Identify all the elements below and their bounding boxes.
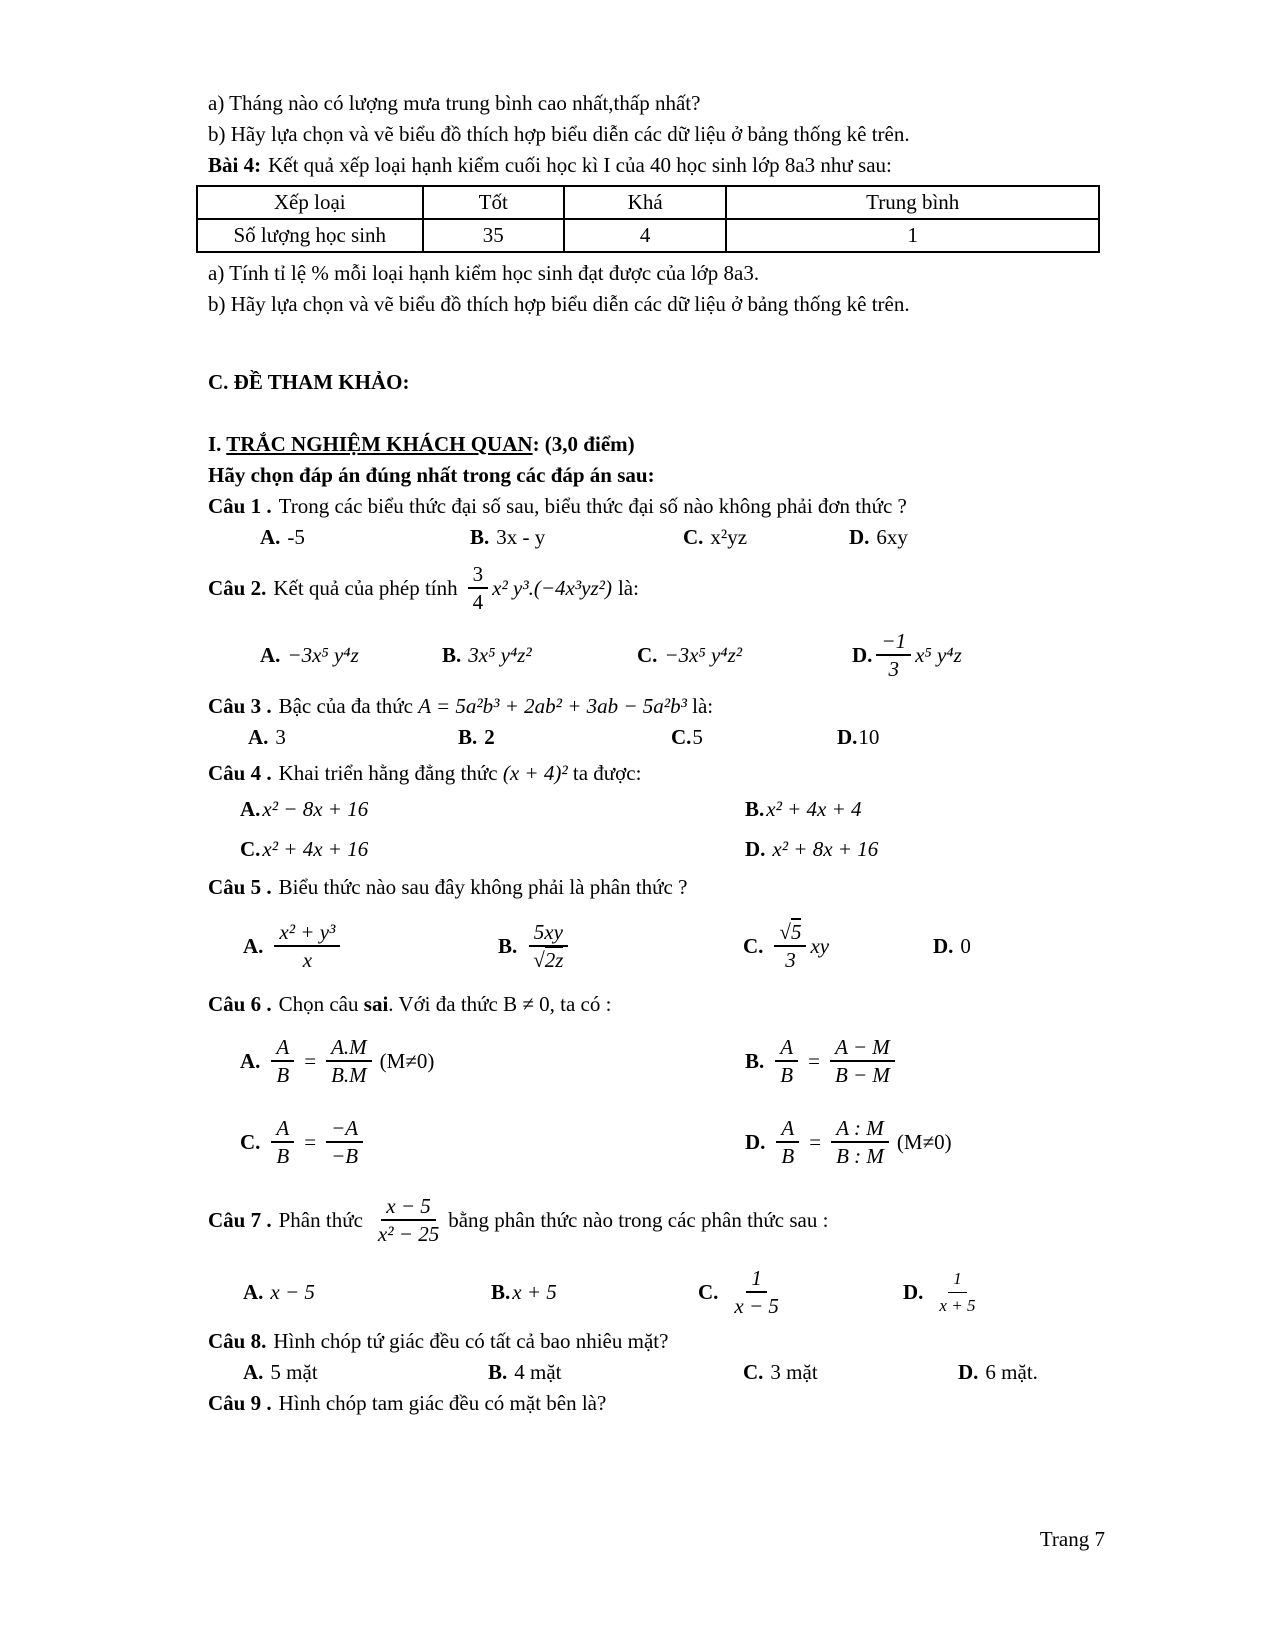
bai4-table (196, 185, 1100, 253)
equals-sign: = (304, 1130, 317, 1154)
question-7-options (243, 1258, 1105, 1326)
sqrt-sign: √ (533, 948, 545, 972)
option-8c-letter: C. (743, 1360, 764, 1384)
question-2-stem-pre: Kết quả của phép tính (273, 575, 458, 600)
fraction-denominator: B : M (836, 1144, 884, 1168)
option-3d-text: 10 (858, 725, 880, 749)
table-header-cell: Tốt (423, 186, 564, 219)
fraction (528, 920, 568, 972)
question-9-stem: Hình chóp tam giác đều có mặt bên là? (278, 1391, 607, 1415)
fraction-denominator: x + 5 (939, 1295, 976, 1315)
fraction (326, 1116, 363, 1168)
option-1a (260, 522, 470, 553)
question-8-label: Câu 8. (208, 1329, 267, 1353)
fraction-numerator: 1 (948, 1267, 967, 1293)
option-8d (958, 1357, 1105, 1388)
fraction (774, 920, 806, 972)
option-3d-letter: D. (837, 725, 858, 749)
option-5d (933, 931, 1105, 962)
intro-line-b: b) Hãy lựa chọn và vẽ biểu đồ thích hợp biểu diễn các dữ liệu ở bảng thống kê trên. (208, 122, 910, 146)
option-2b-text: 3x⁵ y⁴z² (468, 642, 532, 667)
table-header-row (197, 186, 1099, 219)
table-header-cell: Khá (564, 186, 726, 219)
option-8c (743, 1357, 958, 1388)
option-7a (243, 1277, 491, 1308)
section-i-suffix: : (3,0 điểm) (532, 432, 635, 456)
question-6-options-row-2 (240, 1102, 1105, 1182)
option-4c-text: x² + 4x + 16 (262, 837, 369, 861)
question-2-label: Câu 2. (208, 575, 267, 600)
question-3-stem-post: là: (692, 694, 714, 718)
question-3-stem-math: A = 5a²b³ + 2ab² + 3ab − 5a²b³ (418, 694, 687, 718)
option-4a-text: x² − 8x + 16 (262, 797, 369, 821)
fraction (271, 1035, 294, 1087)
option-2a-letter: A. (260, 642, 281, 667)
fraction-numerator: A : M (831, 1116, 888, 1143)
option-7d-letter: D. (903, 1279, 924, 1304)
option-5a-letter: A. (243, 933, 264, 958)
option-6c-letter: C. (240, 1130, 261, 1154)
option-3c (671, 722, 837, 753)
option-2c-letter: C. (637, 642, 658, 667)
bai4-heading (208, 150, 1105, 181)
equals-sign: = (808, 1049, 820, 1073)
fraction-denominator: 3 (785, 948, 796, 972)
option-8b (488, 1357, 743, 1388)
question-2-options (260, 623, 1105, 687)
sqrt-sign: √ (779, 920, 791, 944)
option-5a (243, 920, 498, 972)
fraction-numerator: x − 5 (381, 1194, 436, 1221)
table-cell: 35 (423, 219, 564, 252)
option-3a-text: 3 (275, 725, 286, 749)
question-4-options-row-1 (240, 789, 1105, 829)
table-cell: 1 (726, 219, 1099, 252)
bai4-label: Bài 4: (208, 153, 262, 177)
equals-sign: = (304, 1049, 317, 1073)
table-header-cell: Trung bình (726, 186, 1099, 219)
question-3-options (248, 722, 1105, 753)
question-7-label: Câu 7 . (208, 1207, 272, 1232)
question-7-stem-pre: Phân thức (278, 1207, 363, 1232)
option-7b-text: x + 5 (512, 1279, 557, 1304)
table-cell: Số lượng học sinh (197, 219, 423, 252)
fraction-denominator: 3 (888, 657, 899, 681)
option-2c-text: −3x⁵ y⁴z² (664, 642, 743, 667)
option-3d (837, 722, 1105, 753)
fraction (729, 1266, 784, 1318)
question-6-options-row-1 (240, 1020, 1105, 1102)
fraction-denominator: x (302, 948, 313, 972)
option-2d-letter: D. (852, 642, 873, 667)
option-2a-text: −3x⁵ y⁴z (287, 642, 359, 667)
question-1-options (260, 522, 1105, 553)
question-6-stem-bold: sai (363, 992, 389, 1016)
question-6-stem-post: . Với đa thức B ≠ 0, ta có : (388, 992, 612, 1016)
option-1c-letter: C. (683, 525, 704, 549)
option-2d (852, 629, 1105, 681)
question-7-stem-post: bằng phân thức nào trong các phân thức sau : (448, 1207, 829, 1232)
fraction (830, 1035, 895, 1087)
question-7 (208, 1182, 1105, 1258)
option-8a (243, 1357, 488, 1388)
question-5-options (243, 903, 1105, 989)
option-7c (698, 1266, 903, 1318)
question-1-label: Câu 1 . (208, 494, 272, 518)
bai4-line-b: b) Hãy lựa chọn và vẽ biểu đồ thích hợp biểu diễn các dữ liệu ở bảng thống kê trên. (208, 292, 910, 316)
question-6-label: Câu 6 . (208, 992, 272, 1016)
fraction-denominator: B − M (834, 1063, 890, 1087)
option-7c-letter: C. (698, 1279, 719, 1304)
option-5d-letter: D. (933, 933, 954, 958)
option-6d-letter: D. (745, 1130, 766, 1154)
option-2d-tail: x⁵ y⁴z (915, 642, 962, 667)
option-4c (240, 829, 745, 869)
question-4-stem-math: (x + 4)² (502, 761, 568, 785)
option-5c (743, 920, 933, 972)
option-4b (745, 789, 1105, 829)
option-3a-letter: A. (248, 725, 269, 749)
option-6b (745, 1035, 1105, 1087)
fraction (934, 1267, 980, 1318)
option-3c-letter: C. (671, 725, 692, 749)
fraction (831, 1116, 889, 1168)
option-8b-letter: B. (488, 1360, 508, 1384)
fraction-numerator: −A (326, 1116, 363, 1143)
option-5c-letter: C. (743, 933, 764, 958)
option-2a (260, 640, 442, 671)
option-4d (745, 829, 1105, 869)
bai4-line-a: a) Tính tỉ lệ % mỗi loại hạnh kiểm học sinh đạt được của lớp 8a3. (208, 261, 760, 285)
option-4b-text: x² + 4x + 4 (766, 797, 862, 821)
option-5c-tail: xy (810, 933, 830, 958)
question-8-options (243, 1357, 1105, 1388)
fraction-denominator: B (276, 1063, 290, 1087)
fraction-numerator: x² + y³ (274, 920, 340, 947)
option-8c-text: 3 mặt (770, 1360, 818, 1384)
question-3-label: Câu 3 . (208, 694, 272, 718)
option-1b-text: 3x - y (496, 525, 546, 549)
option-1d-text: 6xy (876, 525, 908, 549)
option-3b-letter: B. (458, 725, 478, 749)
question-4-label: Câu 4 . (208, 761, 272, 785)
option-1a-letter: A. (260, 525, 281, 549)
question-4-stem-pre: Khai triển hằng đẳng thức (278, 761, 498, 785)
question-3-stem-pre: Bậc của đa thức (278, 694, 414, 718)
option-1c-text: x²yz (710, 525, 748, 549)
option-2b-letter: B. (442, 642, 462, 667)
section-i-prefix: I. (208, 432, 227, 456)
bai4-text: Kết quả xếp loại hạnh kiểm cuối học kì I của 40 học sinh lớp 8a3 như sau: (268, 153, 892, 177)
option-1a-text: -5 (287, 525, 305, 549)
fraction (274, 920, 340, 972)
fraction-numerator: A − M (830, 1035, 895, 1062)
question-4-options-row-2 (240, 829, 1105, 869)
equals-sign: = (809, 1130, 822, 1154)
question-4 (208, 758, 1105, 789)
option-7a-letter: A. (243, 1279, 264, 1304)
fraction-denominator: −B (331, 1144, 359, 1168)
section-c-title: C. ĐỀ THAM KHẢO: (208, 370, 410, 394)
question-5-label: Câu 5 . (208, 875, 272, 899)
option-6d-condition: (M≠0) (896, 1130, 952, 1154)
option-1b-letter: B. (470, 525, 490, 549)
fraction-denominator: 4 (472, 590, 484, 614)
option-4a-letter: A. (240, 797, 261, 821)
question-4-stem-post: ta được: (572, 761, 642, 785)
option-1b (470, 522, 683, 553)
fraction-denominator: x² − 25 (377, 1222, 440, 1246)
question-6 (208, 989, 1105, 1020)
fraction (326, 1035, 372, 1087)
option-4a (240, 789, 745, 829)
section-i-title: TRẮC NGHIỆM KHÁCH QUAN (226, 432, 533, 456)
option-2b (442, 640, 637, 671)
question-2 (208, 553, 1105, 623)
fraction-denominator: B (780, 1063, 794, 1087)
option-2c (637, 640, 852, 671)
fraction-numerator: A (776, 1116, 799, 1143)
question-3 (208, 691, 1105, 722)
fraction-numerator: A (271, 1116, 294, 1143)
sqrt-expression (774, 920, 806, 947)
option-7a-text: x − 5 (270, 1279, 315, 1304)
question-2-stem-math: x² y³.(−4x³yz²) (492, 575, 612, 600)
intro-line-a: a) Tháng nào có lượng mưa trung bình cao nhất,thấp nhất? (208, 91, 701, 115)
sqrt-expression (528, 947, 568, 972)
option-7d (903, 1267, 1105, 1318)
option-6b-letter: B. (745, 1049, 765, 1073)
section-i-instruction: Hãy chọn đáp án đúng nhất trong các đáp án sau: (208, 463, 655, 487)
fraction-numerator: A.M (326, 1035, 372, 1062)
option-3c-text: 5 (692, 725, 703, 749)
fraction-numerator: 5xy (529, 920, 568, 947)
question-1-stem: Trong các biểu thức đại số sau, biểu thức đại số nào không phải đơn thức ? (278, 494, 907, 518)
fraction-numerator: A (775, 1035, 798, 1062)
question-2-stem-post: là: (617, 575, 639, 600)
option-1d-letter: D. (849, 525, 870, 549)
question-1 (208, 491, 1105, 522)
question-8 (208, 1326, 1105, 1357)
fraction (271, 1116, 294, 1168)
option-6a-condition: (M≠0) (379, 1049, 435, 1073)
page-number: Trang 7 (1039, 1527, 1105, 1551)
option-7b-letter: B. (491, 1279, 511, 1304)
option-1c (683, 522, 849, 553)
question-5 (208, 872, 1105, 903)
option-7b (491, 1277, 698, 1308)
fraction (775, 1035, 798, 1087)
option-4b-letter: B. (745, 797, 765, 821)
option-6a-letter: A. (240, 1049, 261, 1073)
option-3a (248, 722, 458, 753)
section-i-heading (208, 429, 1105, 460)
option-8b-text: 4 mặt (514, 1360, 562, 1384)
question-9-label: Câu 9 . (208, 1391, 272, 1415)
fraction-denominator: x − 5 (734, 1294, 779, 1318)
option-6d (745, 1116, 1105, 1168)
option-5d-text: 0 (960, 933, 971, 958)
option-4d-letter: D. (745, 837, 766, 861)
option-6a (240, 1035, 745, 1087)
option-6c (240, 1116, 745, 1168)
option-8a-text: 5 mặt (270, 1360, 318, 1384)
option-8d-letter: D. (958, 1360, 979, 1384)
option-8a-letter: A. (243, 1360, 264, 1384)
fraction (468, 562, 489, 614)
fraction-numerator: 3 (468, 562, 489, 589)
option-1d (849, 522, 1105, 553)
fraction-numerator: 1 (746, 1266, 767, 1293)
fraction (373, 1194, 444, 1246)
option-4d-text: x² + 8x + 16 (772, 837, 879, 861)
question-8-stem: Hình chóp tứ giác đều có tất cả bao nhiêu mặt? (273, 1329, 669, 1353)
fraction-denominator: B (781, 1144, 795, 1168)
fraction (876, 629, 911, 681)
sqrt-content: 2z (544, 948, 564, 972)
option-4c-letter: C. (240, 837, 261, 861)
option-3b (458, 722, 671, 753)
table-cell: 4 (564, 219, 726, 252)
question-6-stem-pre: Chọn câu (278, 992, 359, 1016)
table-data-row (197, 219, 1099, 252)
question-5-stem: Biểu thức nào sau đây không phải là phân thức ? (278, 875, 688, 899)
fraction (776, 1116, 799, 1168)
option-8d-text: 6 mặt. (985, 1360, 1038, 1384)
sqrt-content: 5 (790, 920, 802, 944)
fraction-denominator: B.M (331, 1063, 367, 1087)
question-9 (208, 1388, 1105, 1419)
document-content (208, 88, 1105, 1419)
fraction-numerator: A (271, 1035, 294, 1062)
fraction-denominator: B (276, 1144, 290, 1168)
option-5b (498, 920, 743, 972)
fraction-numerator: −1 (876, 629, 911, 656)
option-5b-letter: B. (498, 933, 518, 958)
table-header-cell: Xếp loại (197, 186, 423, 219)
option-3b-text: 2 (484, 725, 495, 749)
